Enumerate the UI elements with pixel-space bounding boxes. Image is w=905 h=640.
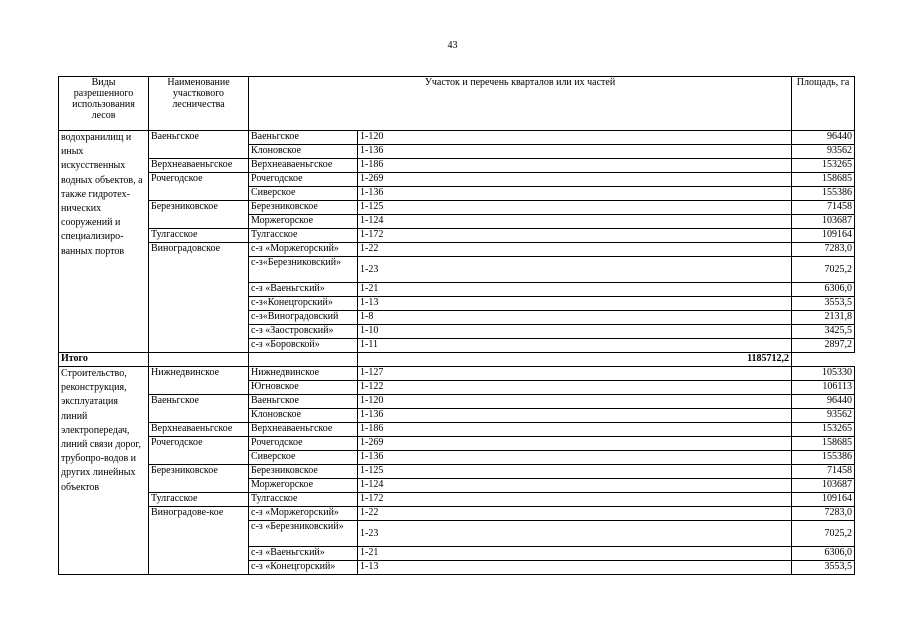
group2-body	[59, 367, 855, 575]
area-cell: 6306,0	[792, 283, 855, 297]
total-row	[59, 353, 855, 367]
forestry-cell: Березниковское	[149, 465, 249, 493]
area-cell: 105330	[792, 367, 855, 381]
table-row	[59, 243, 855, 257]
forest-use-table	[58, 76, 855, 575]
total-label: Итого	[59, 353, 149, 367]
area-cell: 3553,5	[792, 297, 855, 311]
area-cell: 93562	[792, 145, 855, 159]
header-area: Площадь, га	[792, 77, 855, 131]
section-cell: Клоновское	[249, 409, 358, 423]
quarters-cell: 1-172	[358, 229, 792, 243]
section-cell: с-з «Березниковский»	[249, 521, 358, 547]
use-cell: Строительство, реконструкция, эксплуатация линий электропередач, линий связи дорог, трубопро-водов и других линейных объектов	[59, 367, 149, 575]
quarters-cell: 1-23	[358, 521, 792, 547]
quarters-cell: 1-13	[358, 297, 792, 311]
section-cell: Верхнеаваеньгское	[249, 159, 358, 173]
table-row	[59, 493, 855, 507]
forestry-cell: Нижнедвинское	[149, 367, 249, 395]
table-row	[59, 159, 855, 173]
section-cell: Верхнеаваеньгское	[249, 423, 358, 437]
quarters-cell: 1-125	[358, 465, 792, 479]
section-cell: с-з «Конецгорский»	[249, 561, 358, 575]
forestry-cell: Тулгасское	[149, 493, 249, 507]
header-row	[59, 77, 855, 131]
area-cell: 7283,0	[792, 243, 855, 257]
section-cell: Моржегорское	[249, 479, 358, 493]
group1-body	[59, 131, 855, 353]
quarters-cell: 1-125	[358, 201, 792, 215]
area-cell: 155386	[792, 451, 855, 465]
quarters-cell: 1-269	[358, 437, 792, 451]
area-cell: 93562	[792, 409, 855, 423]
quarters-cell: 1-269	[358, 173, 792, 187]
quarters-cell: 1-136	[358, 451, 792, 465]
forestry-cell: Верхнеаваеньгское	[149, 159, 249, 173]
quarters-cell: 1-22	[358, 507, 792, 521]
quarters-cell: 1-120	[358, 395, 792, 409]
quarters-cell: 1-127	[358, 367, 792, 381]
quarters-cell: 1-122	[358, 381, 792, 395]
total-body	[59, 353, 855, 367]
section-cell: Тулгасское	[249, 229, 358, 243]
header-forestry: Наименование участкового лесничества	[149, 77, 249, 131]
quarters-cell: 1-21	[358, 283, 792, 297]
section-cell: с-з «Ваеньгский»	[249, 547, 358, 561]
quarters-cell: 1-136	[358, 409, 792, 423]
forestry-cell: Березниковское	[149, 201, 249, 229]
area-cell: 158685	[792, 437, 855, 451]
area-cell: 7025,2	[792, 257, 855, 283]
header-use: Виды разрешенного использования лесов	[59, 77, 149, 131]
table-row	[59, 173, 855, 187]
area-cell: 96440	[792, 131, 855, 145]
forestry-cell: Тулгасское	[149, 229, 249, 243]
quarters-cell: 1-21	[358, 547, 792, 561]
area-cell: 158685	[792, 173, 855, 187]
quarters-cell: 1-23	[358, 257, 792, 283]
forestry-cell: Верхнеаваеньгское	[149, 423, 249, 437]
section-cell: с-з «Боровской»	[249, 339, 358, 353]
total-empty-quarters	[249, 353, 358, 367]
section-cell: с-з«Березниковский»	[249, 257, 358, 283]
section-cell: Березниковское	[249, 201, 358, 215]
section-cell: Ваеньгское	[249, 131, 358, 145]
section-cell: Клоновское	[249, 145, 358, 159]
section-cell: с-з «Заостровский»	[249, 325, 358, 339]
area-cell: 103687	[792, 479, 855, 493]
forestry-cell: Ваеньгское	[149, 395, 249, 423]
forestry-cell: Виноградовское	[149, 243, 249, 353]
area-cell: 153265	[792, 423, 855, 437]
table-row	[59, 507, 855, 521]
use-cell: водохранилищ и иных искусственных водных объектов, а также гидротех-нических сооружений и специализиро-ванных портов	[59, 131, 149, 353]
table-row	[59, 367, 855, 381]
area-cell: 2897,2	[792, 339, 855, 353]
quarters-cell: 1-136	[358, 145, 792, 159]
quarters-cell: 1-186	[358, 159, 792, 173]
forestry-cell: Ваеньгское	[149, 131, 249, 159]
quarters-cell: 1-124	[358, 479, 792, 493]
section-cell: Югновское	[249, 381, 358, 395]
section-cell: с-з«Виноградовский	[249, 311, 358, 325]
quarters-cell: 1-124	[358, 215, 792, 229]
area-cell: 109164	[792, 229, 855, 243]
area-cell: 153265	[792, 159, 855, 173]
section-cell: с-з«Конецгорский»	[249, 297, 358, 311]
total-area: 1185712,2	[358, 353, 792, 367]
section-cell: Березниковское	[249, 465, 358, 479]
table-row	[59, 131, 855, 145]
table-row	[59, 465, 855, 479]
forestry-cell: Виноградове-кое	[149, 507, 249, 575]
area-cell: 7283,0	[792, 507, 855, 521]
section-cell: Рочегодское	[249, 437, 358, 451]
section-cell: Тулгасское	[249, 493, 358, 507]
quarters-cell: 1-186	[358, 423, 792, 437]
section-cell: Сиверское	[249, 451, 358, 465]
area-cell: 2131,8	[792, 311, 855, 325]
area-cell: 71458	[792, 201, 855, 215]
quarters-cell: 1-172	[358, 493, 792, 507]
forestry-cell: Рочегодское	[149, 437, 249, 465]
quarters-cell: 1-11	[358, 339, 792, 353]
area-cell: 7025,2	[792, 521, 855, 547]
area-cell: 96440	[792, 395, 855, 409]
area-cell: 155386	[792, 187, 855, 201]
forestry-cell: Рочегодское	[149, 173, 249, 201]
quarters-cell: 1-136	[358, 187, 792, 201]
quarters-cell: 1-8	[358, 311, 792, 325]
area-cell: 103687	[792, 215, 855, 229]
table-row	[59, 229, 855, 243]
section-cell: Сиверское	[249, 187, 358, 201]
area-cell: 3425,5	[792, 325, 855, 339]
table-row	[59, 437, 855, 451]
total-empty-section	[149, 353, 249, 367]
table-row	[59, 201, 855, 215]
header-section: Участок и перечень кварталов или их частей	[249, 77, 792, 131]
table-row	[59, 423, 855, 437]
quarters-cell: 1-10	[358, 325, 792, 339]
section-cell: Рочегодское	[249, 173, 358, 187]
area-cell: 6306,0	[792, 547, 855, 561]
section-cell: Моржегорское	[249, 215, 358, 229]
area-cell: 109164	[792, 493, 855, 507]
table-row	[59, 395, 855, 409]
section-cell: Ваеньгское	[249, 395, 358, 409]
section-cell: с-з «Ваеньгский»	[249, 283, 358, 297]
section-cell: Нижнедвинское	[249, 367, 358, 381]
area-cell: 3553,5	[792, 561, 855, 575]
page-number: 43	[447, 40, 458, 51]
area-cell: 106113	[792, 381, 855, 395]
section-cell: с-з «Моржегорский»	[249, 243, 358, 257]
area-cell: 71458	[792, 465, 855, 479]
quarters-cell: 1-120	[358, 131, 792, 145]
quarters-cell: 1-22	[358, 243, 792, 257]
section-cell: с-з «Моржегорский»	[249, 507, 358, 521]
quarters-cell: 1-13	[358, 561, 792, 575]
